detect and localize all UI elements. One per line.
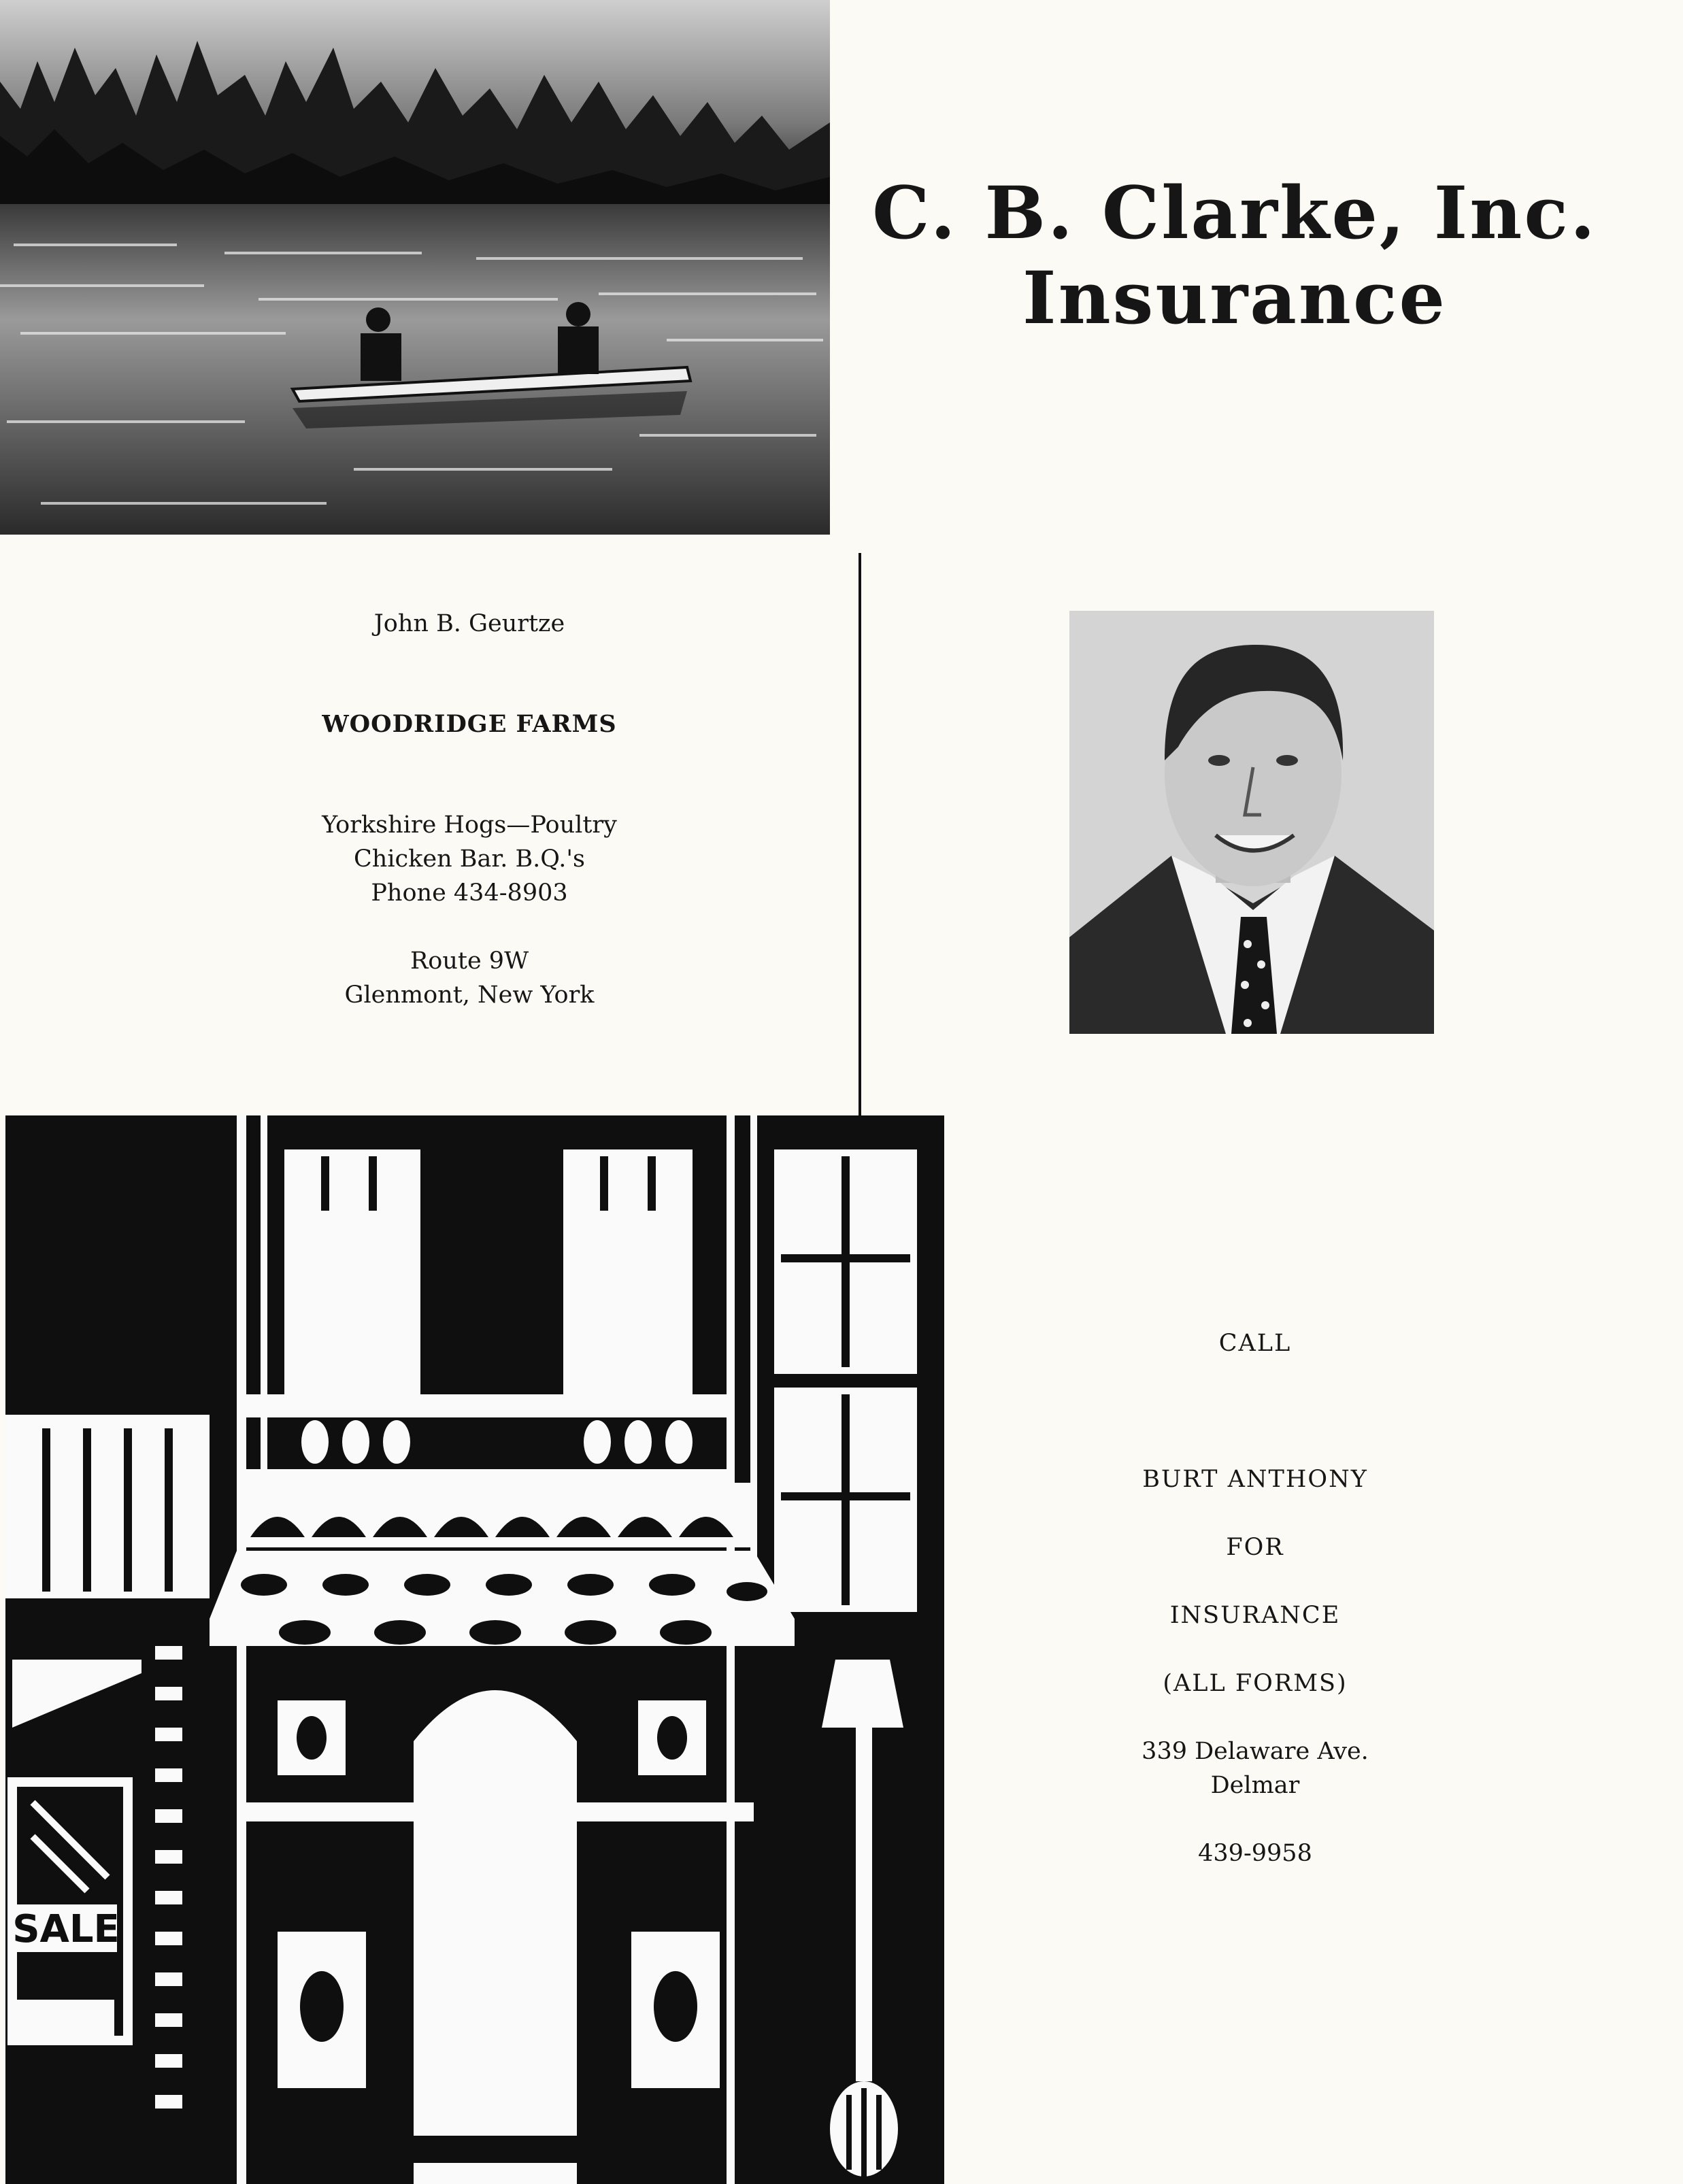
agent-phone: 439-9958 bbox=[1198, 1840, 1312, 1867]
call-label: CALL bbox=[1218, 1330, 1292, 1357]
storefront-illustration bbox=[5, 1115, 944, 2184]
farm-address-line: Glenmont, New York bbox=[344, 981, 595, 1009]
woodridge-farms-ad bbox=[272, 607, 667, 1012]
all-forms-label: (ALL FORMS) bbox=[1163, 1670, 1348, 1697]
farm-product-line: Yorkshire Hogs—Poultry bbox=[322, 811, 617, 839]
company-line-of-business: Insurance bbox=[1022, 255, 1447, 341]
for-label: FOR bbox=[1226, 1534, 1284, 1561]
farm-product-line: Chicken Bar. B.Q.'s bbox=[354, 845, 585, 873]
farm-phone: Phone 434-8903 bbox=[371, 879, 568, 907]
insurance-label: INSURANCE bbox=[1169, 1602, 1341, 1629]
vertical-divider bbox=[859, 553, 861, 1119]
clarke-insurance-headline bbox=[837, 170, 1633, 340]
farm-address-line: Route 9W bbox=[410, 947, 529, 975]
lake-canoe-photo bbox=[0, 0, 830, 535]
agent-name: BURT ANTHONY bbox=[1142, 1466, 1368, 1493]
agent-town: Delmar bbox=[1210, 1772, 1300, 1799]
agent-street: 339 Delaware Ave. bbox=[1142, 1738, 1369, 1765]
farm-name: WOODRIDGE FARMS bbox=[322, 710, 617, 738]
man-portrait-illustration bbox=[1069, 611, 1434, 1034]
burt-anthony-insurance-ad bbox=[1061, 1326, 1449, 1870]
company-name: C. B. Clarke, Inc. bbox=[872, 170, 1597, 255]
sale-sign: SALE bbox=[12, 1907, 120, 1951]
lake-canoe-illustration bbox=[0, 0, 830, 535]
farm-owner: John B. Geurtze bbox=[373, 610, 565, 637]
storefront-woodcut bbox=[5, 1115, 944, 2184]
portrait-photo bbox=[1069, 611, 1434, 1034]
